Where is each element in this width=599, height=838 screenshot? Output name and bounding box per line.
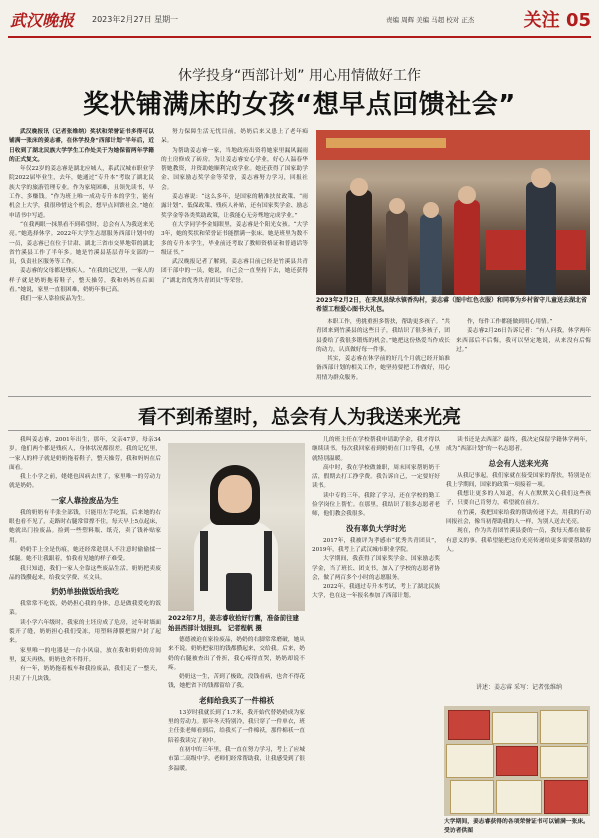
story2-column-2 <box>168 636 305 832</box>
paragraph: 姜志睿的父母都是残疾人。“在我的记忆里，一家人的样子就是奶奶拖着鞋子，整天操劳，我和妈妈在后面看。”她说，家里一直很困难，奶奶年事已高。 <box>9 268 154 294</box>
masthead <box>8 6 591 38</box>
paragraph: 武汉晚报记者了解到，姜志睿目前已经是竹溪县共青团干部中的一员，她说，自己会一直坚持下去，她还获得了“湖北省优秀共青团员”等荣誉。 <box>161 259 308 284</box>
article-headline: 奖状铺满床的女孩“想早点回馈社会” <box>83 90 516 120</box>
paragraph: 武汉晚报讯（记者张维纳）奖状和荣誉证书多得可以铺满一张床的姜志睿，在休学投身“西部计划”半年后，近日收到了湖北民族大学学生工作处关于为她保留两年学籍的正式复文。 <box>9 129 154 163</box>
certificate <box>448 710 490 740</box>
article-column-4 <box>456 318 591 390</box>
article-column-1 <box>9 128 154 390</box>
paragraph: 我想让更多的人知道，有人在默默关心我们这些孩子，只要自己肯努力，希望就在前方。 <box>446 491 591 507</box>
portrait-caption <box>168 614 305 633</box>
subsection-heading: 总会有人送来光亮 <box>488 458 549 468</box>
photo-figure <box>346 190 372 295</box>
paragraph: 姜志睿说：“这么多年，是国家的精准扶贫政策、“雨露计划”、低保政策、残疾人补贴，还有国家奖学金、励志奖学金等各类奖助政策，让我能心无旁骛地完成学业。” <box>161 194 308 219</box>
certificate <box>544 780 588 814</box>
certificate <box>496 780 542 814</box>
section-divider <box>8 396 591 397</box>
paragraph: 在初中的三年里，我一直在努力学习，考上了应城市第二高级中学。老师们经常帮助我，让我感受到了很多温暖。 <box>168 746 305 772</box>
paragraph: 德德被迫在家捡废品，奶奶的右脚常常磨破，她从来不说。奶奶把家用的钱都攒起来，交给我。后来，奶奶的右腿被查出了骨折，我心疼得直哭，奶奶却说不疼。 <box>168 637 305 671</box>
backpack-strap <box>200 531 208 591</box>
section-name: 关注 <box>523 10 560 31</box>
certificate <box>540 710 588 744</box>
story-byline: 讲述：姜志睿 采写：记者张维纳 <box>476 684 562 691</box>
certificates-caption: 大学期间，姜志睿获得的各项荣誉证书可以铺满一张床。受访者供图 <box>444 819 589 834</box>
photo-figure-head <box>423 202 439 218</box>
article-kicker: 休学投身“西部计划” 用心用情做好工作 <box>178 68 421 84</box>
certificate <box>492 712 538 744</box>
second-headline: 看不到希望时，总会有人为我送来光亮 <box>137 406 461 428</box>
certificates-photo <box>444 706 590 816</box>
article-column-2 <box>161 128 308 390</box>
portrait-photo <box>168 443 305 611</box>
certificate <box>446 744 494 778</box>
news-photo-village-children <box>316 130 590 295</box>
section-label <box>524 6 591 32</box>
certificate <box>450 780 494 814</box>
paragraph: 作，每件工作都能做到用心用情。” <box>467 319 553 325</box>
editor-credits: 责编 周辉 美编 马超 校对 正杰 <box>386 16 475 24</box>
paragraph: 我们一家人靠捡废品为生。 <box>20 296 89 303</box>
paragraph: 现在，作为共青团竹溪县委的一员，我每天都在做着有意义的事。我希望能把这份光亮传递给更多需要帮助的人。 <box>446 528 591 553</box>
paragraph: 读小学六年级时，我家的土坯房成了危房，过年时墙面裂开了缝，奶奶担心我们受冻，用塑料薄膜把窗户封了起来。 <box>9 619 161 645</box>
story2-column-4 <box>446 436 591 680</box>
paragraph: 姜志睿2月26日告诉记者：“有人问我，休学两年来西部后不后悔，我可以坚定地说，从来没有后悔过。” <box>456 328 591 353</box>
paragraph: 在竹溪，我把国家给我的帮助传递下去，用我的行动回报社会，像当初帮助我的人一样，为别人送去光亮。 <box>446 509 591 526</box>
paragraph: 2022年，我通过专升本考试，考上了湖北民族大学，也在这一年报名参加了西部计划。 <box>312 584 440 600</box>
certificate <box>540 746 588 778</box>
paragraph: 我常常不吃饭，奶奶担心我的身体，总是做我爱吃的饭菜。 <box>9 601 161 617</box>
paragraph: 有一年，奶奶拖着板车和我捡废品，我们走了一整天，只卖了十几块钱。 <box>9 666 161 682</box>
photo-figure-head <box>350 178 368 196</box>
paragraph: “在我两眼一抹黑看不到希望时，总会有人为我送来光亮。”她选择休学。2022年大学生志愿服务西部计划中的一员，姜志睿已在位于甘肃、湖北三省市交界地带的湖北省竹溪县工作了半年多。她是竹溪县基层青年支部的一员，负责社区服务等工作。 <box>9 221 154 266</box>
issue-date: 2023年2月27日 星期一 <box>92 15 179 24</box>
paragraph: 努力保障生活无忧目前，奶奶后来又患上了老年痴呆。 <box>161 129 308 145</box>
subsection-heading: 没有辜负大学时光 <box>346 523 406 533</box>
subsection-heading: 老师给我买了一件棉袄 <box>199 695 274 705</box>
paragraph: 13岁时我就长到了1.7米，我开始代替奶奶成为家里的劳动力。那年冬天特别冷，我只穿了一件单衣，班主任张老师看到后，给我买了一件棉袄，那件棉袄一直陪着我读完了初中。 <box>168 709 305 744</box>
paragraph: 我只知道，我们一家人全靠这些废品生活。奶奶把卖废品的钱攒起来，给我交学费、买文具。 <box>9 565 161 581</box>
paragraph: 为帮助姜志睿一家，当地政府出资将她家里漏风漏雨的土房修成了砖房。为让姜志睿安心学业，好心人温春华帮她教资，并资助她顺利完成学业。她还获得了国家助学金、国家励志奖学金等荣誉，姜志睿努力学习，回报社会。 <box>161 147 308 191</box>
portrait-caption-credit: 记者程帆 摄 <box>227 623 262 632</box>
subsection-heading: 一家人靠捡废品为生 <box>51 495 119 505</box>
page-number: 05 <box>565 10 591 31</box>
story2-column-3 <box>312 436 440 832</box>
backpack-strap <box>264 531 272 591</box>
paragraph: 读中专的三年，我除了学习，还在学校的勤工俭学岗位上帮忙。在那里，我结识了很多志愿者老师，他们教会我很多。 <box>312 492 440 518</box>
paragraph: 家里唯一的电器是一台小风扇，放在我和奶奶的房间里，夏天再热，奶奶也舍不得开。 <box>9 647 161 663</box>
certificate <box>496 746 538 776</box>
portrait-caption-text: 2022年7月，姜志睿收拾好行囊，准备前往建始县西部计划报到。 <box>168 614 299 632</box>
photo-figure <box>420 214 442 295</box>
paragraph: 本职工作，勇挑重担多帮扶，帮助更多孩子。“共青团来到竹溪县的这些日子，我结识了很多孩子，团县委给了我很多锻炼的机会。”她把这份热爱当作成长的动力，认真做好每一件事。 <box>316 319 450 353</box>
photo-figure-red <box>454 200 480 295</box>
paragraph: 我上小学之前，姥姥也因病去世了，家里唯一的劳动力就是奶奶。 <box>9 474 161 490</box>
paragraph: 2017年，我被评为孝感市“优秀共青团员”，2019年，我考上了武汉城市职业学院。 <box>312 537 440 553</box>
photo-figure-head <box>531 168 551 188</box>
paragraph: 大学期间，我获得了国家奖学金、国家励志奖学金，当了班长、团支书，加入了学校的志愿者协会，做了两百多个小时的志愿服务。 <box>312 556 440 581</box>
photo-figure <box>386 210 408 295</box>
subsection-heading: 奶奶单独做饭给我吃 <box>51 587 119 597</box>
photo-figure-head <box>389 198 405 214</box>
newspaper-logo: 武汉晚报 <box>10 11 75 30</box>
paragraph: 从我记事起，我们家就在接受国家的帮扶，特别是在我上学期间，国家的政策一项接着一项。 <box>446 472 591 488</box>
paragraph: 高中时，我在学校做兼职，周末回家帮奶奶干活，假期去打工挣学费。我告诉自己，一定要好好读书。 <box>312 464 440 490</box>
article-column-3 <box>316 318 450 390</box>
paragraph: 儿的班主任在学校帮我申请助学金，我才得以继续读书。每次我回家看到奶奶在门口等我，心里就特别温暖。 <box>312 437 440 462</box>
paragraph: 其实，姜志睿在休学前的好几个月就已经开始准备西部计划的相关工作，她坚持要把工作做好，用心用情为群众服务。 <box>316 356 450 381</box>
paragraph: 读书还是去西部？最终，我决定保留学籍休学两年，成为“西部计划”的一名志愿者。 <box>446 437 591 453</box>
paragraph: 奶奶这一生，苦到了极致，没钱看病，也舍不得花钱，她把省下的钱都留给了我。 <box>168 674 305 690</box>
paragraph: 奶奶手上全是伤痕，她还经常趁别人不注意时偷偷揉一揉腿。她不让我跟着，怕我看见她的样子难受。 <box>9 546 161 563</box>
story2-column-1 <box>9 436 161 832</box>
paragraph: 在大学同学李金娟眼里，姜志睿是个阳光女孩。“大学3年，她的奖状和荣誉证书能摆满一张床。她是班里为数不多的专升本学生，毕业前还考取了教师资格证和普通话等级证书。” <box>161 221 308 256</box>
suitcase <box>226 573 252 611</box>
portrait-face <box>218 475 252 513</box>
paragraph: 我叫姜志睿，2001年出生，那年，父亲47岁，母亲34岁。他们两个都是残疾人，身体状况都很差。我的记忆里，一家人的样子就是奶奶拖着鞋子，整天操劳，我和妈妈在后面看。 <box>9 437 161 471</box>
photo-figure <box>526 182 556 295</box>
photo-caption: 2023年2月2日，在来凤县绿水镇香沟村，姜志睿（图中红色衣服）和同事为乡村留守儿童送去湖北省希望工程爱心图书大礼包。 <box>316 297 588 313</box>
paragraph: 年仅22岁的姜志睿是湖北应城人，系武汉城市职业学院2022届毕业生，去年，她通过“专升本”考取了湖北民族大学的旅游管理专业。作为家境困难，且领先读书，早工作、多赚钱。“作为班上唯一成功专升本的学生，能有机会上大学，我很珍惜这个机会，想早点回馈社会。”她在申请书中写道。 <box>9 166 154 219</box>
section-divider <box>8 430 591 431</box>
photo-banner-text <box>326 138 446 148</box>
paragraph: 我的奶奶有半张全部钱，只能用左手吃饭，后来她的右眼也看不见了，走路时右腿常常撑不住，每天早上5点起床，她就出门捡废品。捡到一些塑料瓶、纸壳，卖了钱补贴家用。 <box>9 509 161 544</box>
photo-figure-head <box>458 186 476 204</box>
